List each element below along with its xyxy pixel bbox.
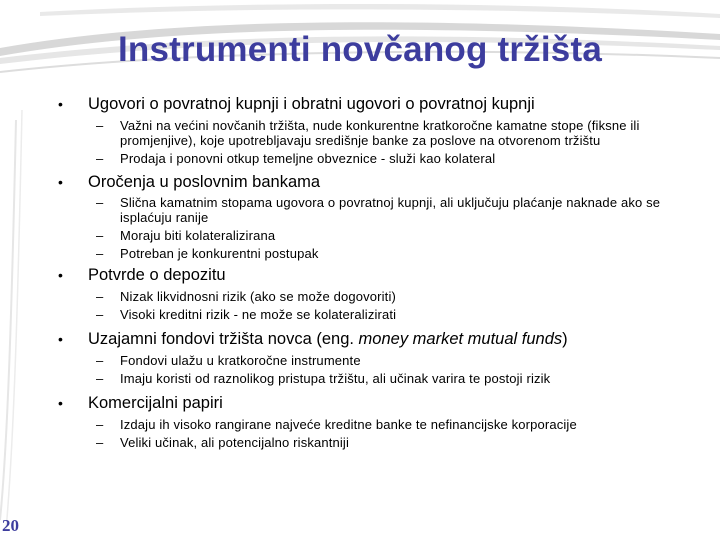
- sub-item: – Visoki kreditni rizik - ne može se kolateralizirati: [96, 307, 397, 322]
- sub-text: Važni na većini novčanih tržišta, nude konkurentne kratkoročne kamatne stope (fiksne ili promjenjive), koje upotrebljavaju središnje banke za poslove na otvorenom tržištu: [120, 118, 640, 148]
- bullet-text-before: Uzajamni fondovi tržišta novca (eng.: [88, 330, 359, 348]
- bullet-item: [58, 94, 658, 114]
- bullet-item: [58, 172, 658, 192]
- bullet-text: Komercijalni papiri: [88, 394, 223, 412]
- bullet-dot: •: [58, 267, 63, 283]
- bullet-cd: [58, 265, 658, 322]
- bullet-item: [58, 393, 658, 413]
- sub-item: – Nizak likvidnosni rizik (ako se može dogovoriti): [96, 289, 396, 304]
- slide-title: Instrumenti novčanog tržišta: [118, 30, 602, 69]
- sub-item: – Potreban je konkurentni postupak: [96, 246, 319, 261]
- bullet-text-after: ): [562, 330, 568, 348]
- bullet-dot: •: [58, 395, 63, 411]
- sub-text: Veliki učinak, ali potencijalno riskantniji: [120, 435, 350, 450]
- bullet-commercial-paper: [58, 393, 658, 450]
- bullet-dot: •: [58, 96, 63, 112]
- bullet-text: Ugovori o povratnoj kupnji i obratni ugovori o povratnoj kupnji: [88, 95, 535, 113]
- sub-item: – Izdaju ih visoko rangirane najveće kreditne banke te nefinancijske korporacije: [96, 417, 577, 432]
- sub-text: Fondovi ulažu u kratkoročne instrumente: [120, 353, 361, 368]
- sub-text: Slična kamatnim stopama ugovora o povratnoj kupnji, ali uključuju plaćanje naknade ako se isplaćuju ranije: [120, 195, 661, 225]
- sub-item: – Fondovi ulažu u kratkoročne instrumente: [96, 353, 361, 368]
- sub-item: – Važni na većini novčanih tržišta, nude konkurentne kratkoročne kamatne stope (fiksne ili promjenjive), koje upotrebljavaju središnje banke za poslove na otvorenom tržištu: [96, 118, 640, 148]
- slide-content: [58, 92, 661, 450]
- sub-item: – Veliki učinak, ali potencijalno riskantniji: [96, 435, 350, 450]
- sub-text: Imaju koristi od raznolikog pristupa tržištu, ali učinak varira te postoji rizik: [120, 371, 551, 386]
- sub-text: Prodaja i ponovni otkup temeljne obveznice - služi kao kolateral: [120, 151, 496, 166]
- bullet-dot: •: [58, 331, 63, 347]
- bullet-mmf: [58, 329, 658, 386]
- bullet-repo: [58, 94, 658, 166]
- sub-text: Visoki kreditni rizik - ne može se kolateralizirati: [120, 307, 397, 322]
- sub-item: – Prodaja i ponovni otkup temeljne obveznice - služi kao kolateral: [96, 151, 496, 166]
- bullet-text: Potvrde o depozitu: [88, 266, 226, 284]
- bullet-term-deposits: [58, 172, 661, 261]
- bullet-text: Oročenja u poslovnim bankama: [88, 173, 321, 191]
- bullet-item: [58, 265, 658, 285]
- bullet-text-italic: money market mutual funds: [358, 330, 563, 348]
- page-number: 20: [2, 516, 19, 535]
- bullet-item: [58, 329, 658, 349]
- sub-text: Izdaju ih visoko rangirane najveće kreditne banke te nefinancijske korporacije: [120, 417, 577, 432]
- sub-text: Potreban je konkurentni postupak: [120, 246, 319, 261]
- bullet-dot: •: [58, 174, 63, 190]
- sub-text: Nizak likvidnosni rizik (ako se može dogovoriti): [120, 289, 396, 304]
- sub-item: – Imaju koristi od raznolikog pristupa tržištu, ali učinak varira te postoji rizik: [96, 371, 551, 386]
- sub-text: Moraju biti kolateralizirana: [120, 228, 276, 243]
- sub-item: – Slična kamatnim stopama ugovora o povratnoj kupnji, ali uključuju plaćanje naknade ako se isplaćuju ranije: [96, 195, 661, 225]
- sub-item: – Moraju biti kolateralizirana: [96, 228, 276, 243]
